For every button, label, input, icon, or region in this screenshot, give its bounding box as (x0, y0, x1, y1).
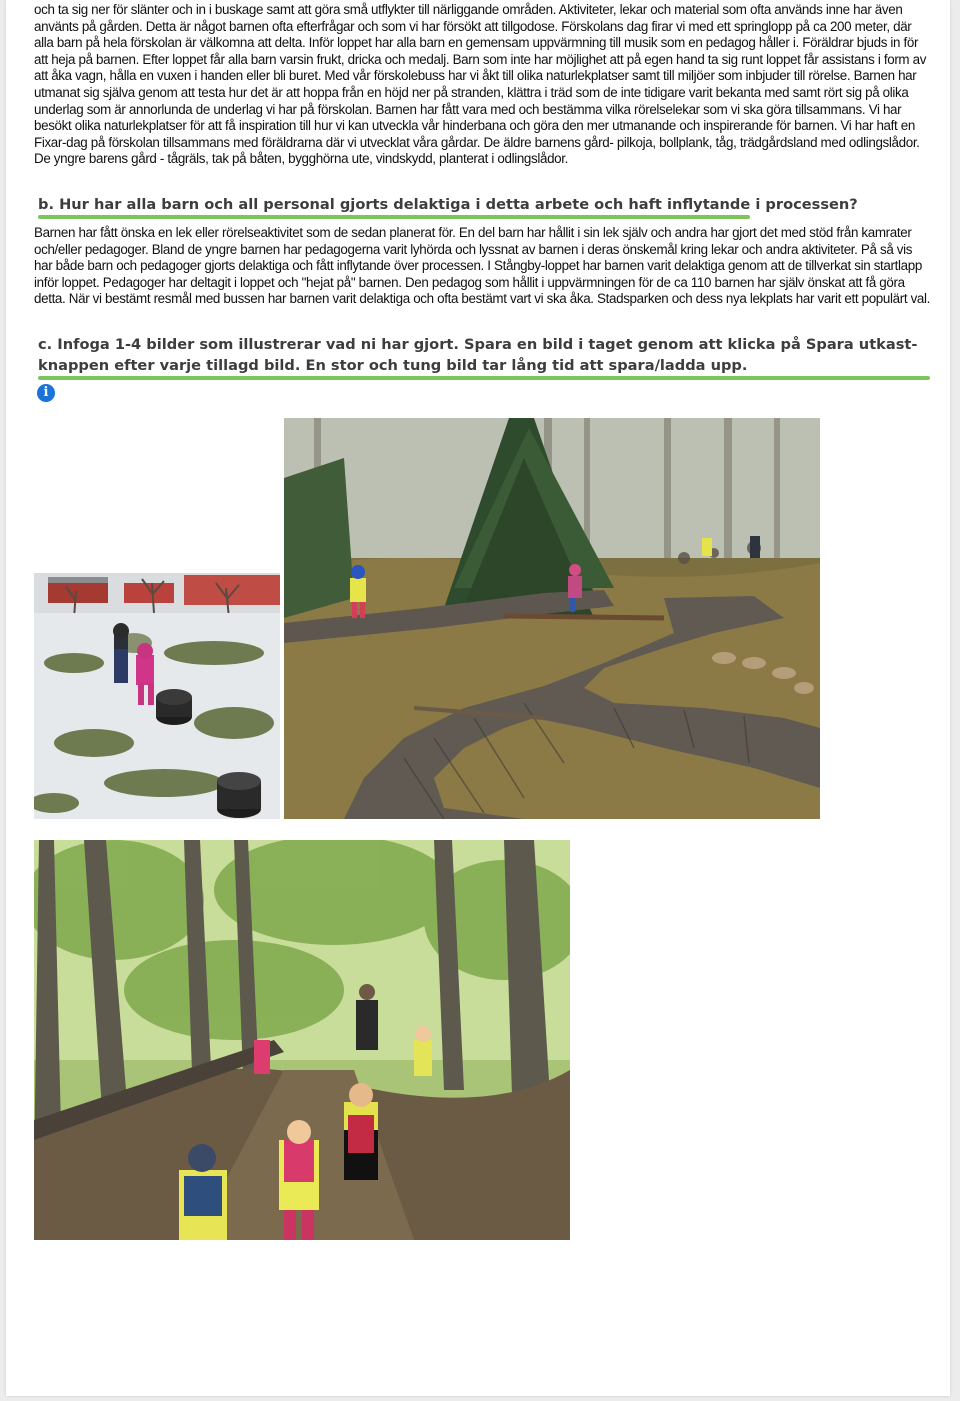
info-icon[interactable]: i (37, 384, 55, 402)
intro-paragraph: och ta sig ner för slänter och in i buskage samt att göra små utflykter till närliggande områden. Aktiviteter, lekar och material som ofta används inne har även använts på gården. Detta är något barnen ofta efterfrågar och som vi har försökt att tillgodose. Förskolans dag firar vi med ett springlopp på ca 200 meter, där alla barn på hela förskolan är välkomna att delta. Inför loppet har alla barn en gemensam uppvärmning till musik som en pedagog håller i. Föräldrar bjuds in för att heja på barnen. Efter loppet får alla barn varsin frukt, dricka och medalj. Barn som inte har möjlighet att på egen hand ta sig runt loppet får assistans i form av att åka vagn, hålla en vuxen i handen eller bli buret. Med vår förskolebuss har vi åkt till olika naturlekplatser samt till miljöer som inbjuder till rörelse. Barnen har utmanat sig själva genom att testa hur det är att hoppa från en höjd ner på stranden, klättra i träd som de inte tidigare varit bekanta med samt rört sig på olika underlag som är annorlunda de underlag vi har på förskolan. Barnen har fått vara med och bestämma vilka rörelselekar som vi ska göra tillsammans. Vi har besökt olika naturlekplatser för att få inspiration till hur vi kan utveckla vår hinderbana och göra den mer utmanande och inspirerande för barnen. Vi har haft en Fixar-dag på förskolan tillsammans med föräldrarna där vi utvecklat våra gårdar. De äldre barnens gård- pilkoja, bollplank, tåg, trädgårdsland med odlingslådor. De yngre barens gård - tågräls, tak på båten, bygghörna ute, vindskydd, planterat i odlingslådor. (34, 2, 927, 167)
question-b-underline (38, 215, 750, 219)
wooden-boardwalk-forest-photo (284, 418, 820, 819)
question-b-heading: b. Hur har alla barn och all personal gjorts delaktiga i detta arbete och haft inflytande i processen? (38, 196, 858, 213)
snowy-yard-photo (34, 573, 280, 819)
answer-b-paragraph: Barnen har fått önska en lek eller rörelseaktivitet som de sedan planerat för. En del barn har hållit i sin lek själv och andra har gjort det med stöd från kamrater och/eller pedagoger. Bland de yngre barnen har pedagogerna varit lyhörda och lyssnat av barnen i deras önskemål kring lekar och andra aktiviteter. På så vis har både barn och pedagoger gjorts delaktiga och fått inflytande över processen. I Stångby-loppet har barnen varit delaktiga genom att de tillverkat sin startlapp inför loppet. Pedagoger har deltagit i loppet och "hejat på" barnen. Den pedagog som hållit i uppvärmningen för de ca 110 barnen har själv önskat att få göra detta. När vi bestämt resmål med bussen har barnen varit delaktiga och ofta bestämt vart vi ska åka. Stadsparken och dess nya lekplats har varit ett populärt val. (34, 225, 931, 307)
forest-walk-children-photo (34, 840, 570, 1240)
question-c-heading: c. Infoga 1-4 bilder som illustrerar vad ni har gjort. Spara en bild i taget genom att klicka på Spara utkast-knappen efter varje tillagd bild. En stor och tung bild tar lång tid att spara/ladda upp. (38, 336, 918, 374)
form-page (6, 0, 950, 1396)
question-c-underline (38, 376, 930, 380)
